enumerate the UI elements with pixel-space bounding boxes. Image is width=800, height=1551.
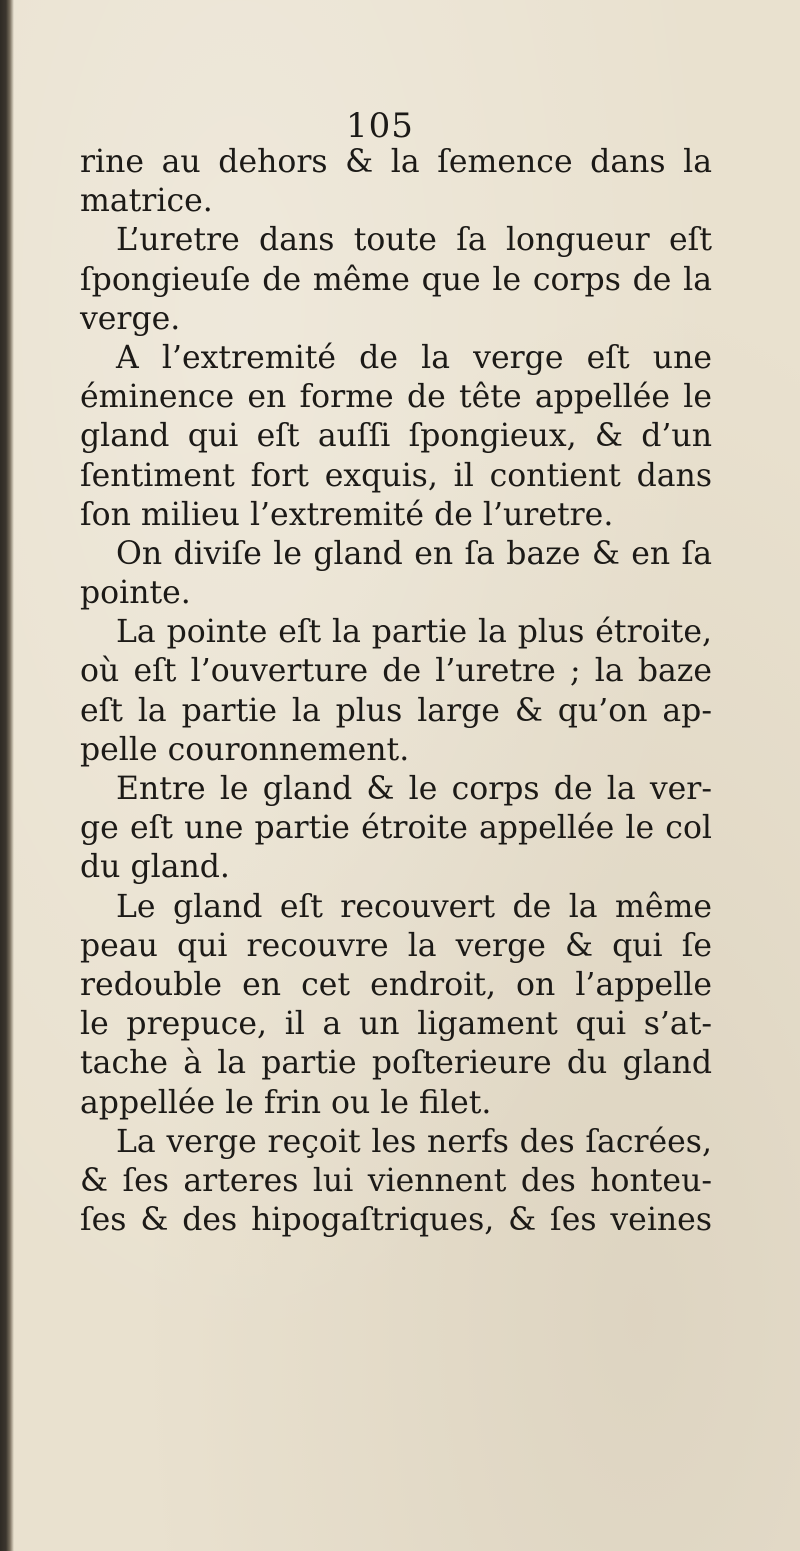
text-line: où eſt l’ouverture de l’uretre ; la baze xyxy=(80,653,712,690)
text-line: A l’extremité de la verge eſt une xyxy=(116,339,712,376)
text-line: eſt la partie la plus large & qu’on ap- xyxy=(80,692,712,729)
text-line: tache à la partie poſterieure du gland xyxy=(80,1045,712,1082)
text-line: On diviſe le gland en ſa baze & en ſa xyxy=(116,535,712,572)
text-line: redouble en cet endroit, on l’appelle xyxy=(80,966,712,1003)
text-line: ſentiment fort exquis, il contient dans xyxy=(80,457,712,494)
text-line: ſon milieu l’extremité de l’uretre. xyxy=(80,496,614,533)
text-line: matrice. xyxy=(80,183,213,220)
text-line: & ſes arteres lui viennent des honteu- xyxy=(80,1162,712,1199)
text-line: Le gland eſt recouvert de la même xyxy=(116,888,712,925)
text-line: Entre le gland & le corps de la ver- xyxy=(116,771,712,807)
text-line: ſes & des hipogaſtriques, & ſes veines xyxy=(80,1202,712,1239)
text-line: rine au dehors & la ſemence dans la xyxy=(80,144,712,180)
text-line: L’uretre dans toute ſa longueur eſt xyxy=(116,222,712,259)
text-line: appellée le frin ou le filet. xyxy=(80,1084,492,1121)
text-line: peau qui recouvre la verge & qui ſe xyxy=(80,927,712,964)
text-line: pointe. xyxy=(80,575,191,612)
text-line: du gland. xyxy=(80,849,230,886)
text-line: La verge reçoit les nerfs des ſacrées, xyxy=(116,1123,712,1160)
text-line: verge. xyxy=(80,300,181,337)
text-line: le prepuce, il a un ligament qui s’at- xyxy=(80,1006,712,1043)
text-line: ſpongieuſe de même que le corps de la xyxy=(80,261,712,298)
book-spine-edge xyxy=(0,0,14,1551)
text-line: pelle couronnement. xyxy=(80,731,410,768)
text-line: ge eſt une partie étroite appellée le col xyxy=(80,810,712,847)
page-number: 105 xyxy=(346,106,414,146)
text-line: La pointe eſt la partie la plus étroite, xyxy=(116,614,712,651)
body-text xyxy=(80,143,712,1240)
text-line: gland qui eſt auſſi ſpongieux, & d’un xyxy=(80,418,712,455)
text-line: éminence en forme de tête appellée le xyxy=(80,379,712,416)
